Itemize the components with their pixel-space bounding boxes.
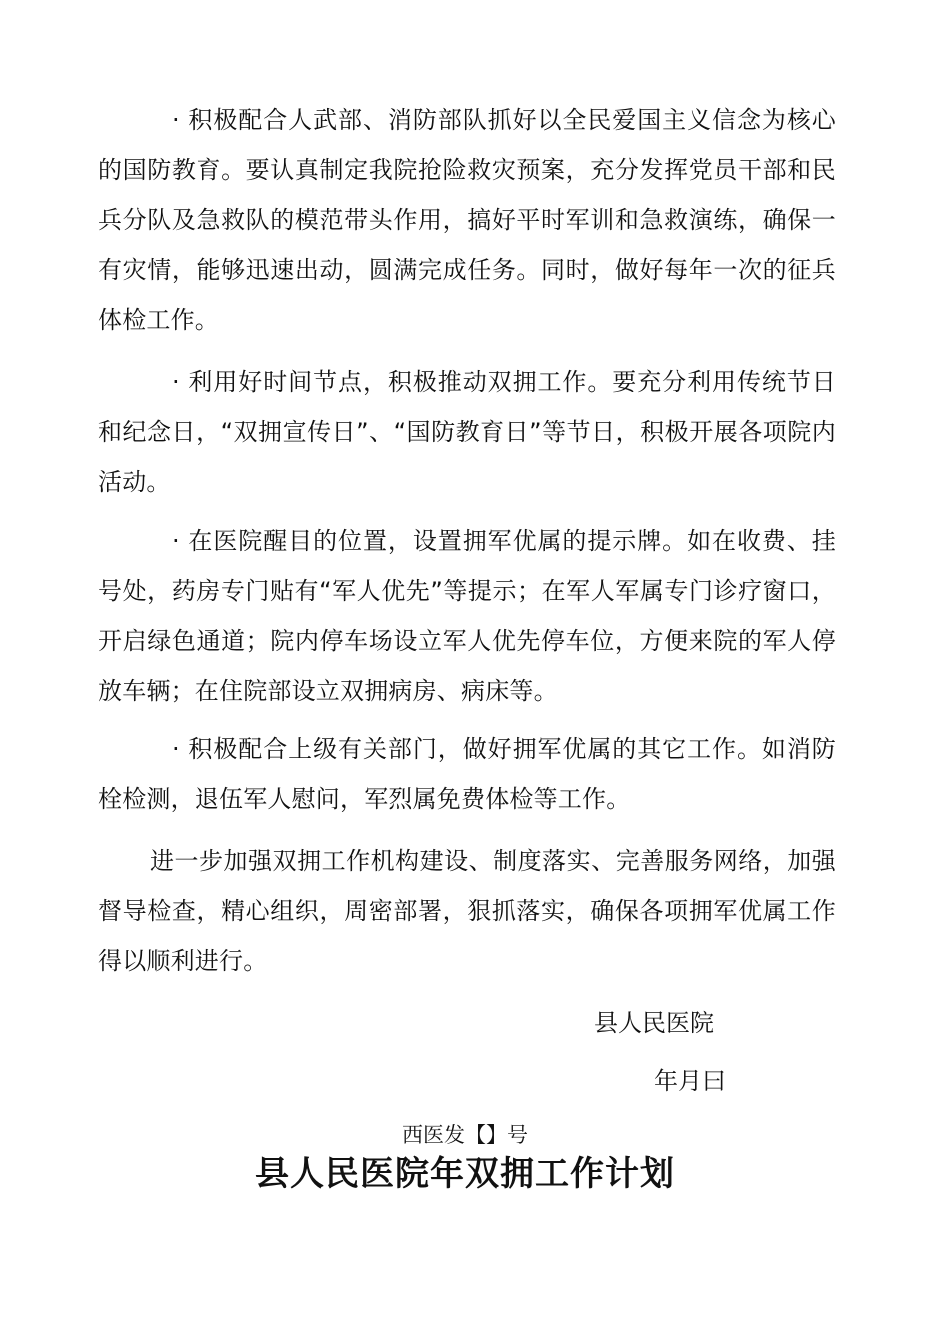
document-title: 县人民医院年双拥工作计划 (255, 1154, 675, 1194)
paragraph-other-support-work: · 积极配合上级有关部门，做好拥军优属的其它工作。如消防栓检测，退伍军人慰问，军烈属免费体检等工作。 (98, 735, 836, 813)
signature-date: 年月曰 (654, 1067, 726, 1095)
paragraph-military-priority-signs: · 在医院醒目的位置，设置拥军优属的提示牌。如在收费、挂号处，药房专门贴有“军人优先”等提示；在军人军属专门诊疗窗口，开启绿色通道；院内停车场设立军人优先停车位，方便来院的军人停放车辆；在住院部设立双拥病房、病床等。 (98, 527, 836, 705)
paragraph-time-nodes: · 利用好时间节点，积极推动双拥工作。要充分利用传统节日和纪念日，“双拥宣传日”、“国防教育日”等节日，积极开展各项院内活动。 (98, 368, 836, 496)
document-number: 西医发【】号 (402, 1123, 528, 1147)
paragraph-national-defense-education: · 积极配合人武部、消防部队抓好以全民爱国主义信念为核心的国防教育。要认真制定我院抢险救灾预案，充分发挥党员干部和民兵分队及急救队的模范带头作用，搞好平时军训和急救演练，确保一有灾情，能够迅速出动，圆满完成任务。同时，做好每年一次的征兵体检工作。 (98, 106, 836, 334)
paragraph-closing: 进一步加强双拥工作机构建设、制度落实、完善服务网络，加强督导检查，精心组织，周密部署，狠抓落实，确保各项拥军优属工作得以顺利进行。 (98, 847, 836, 975)
signature-organization: 县人民医院 (594, 1009, 714, 1037)
